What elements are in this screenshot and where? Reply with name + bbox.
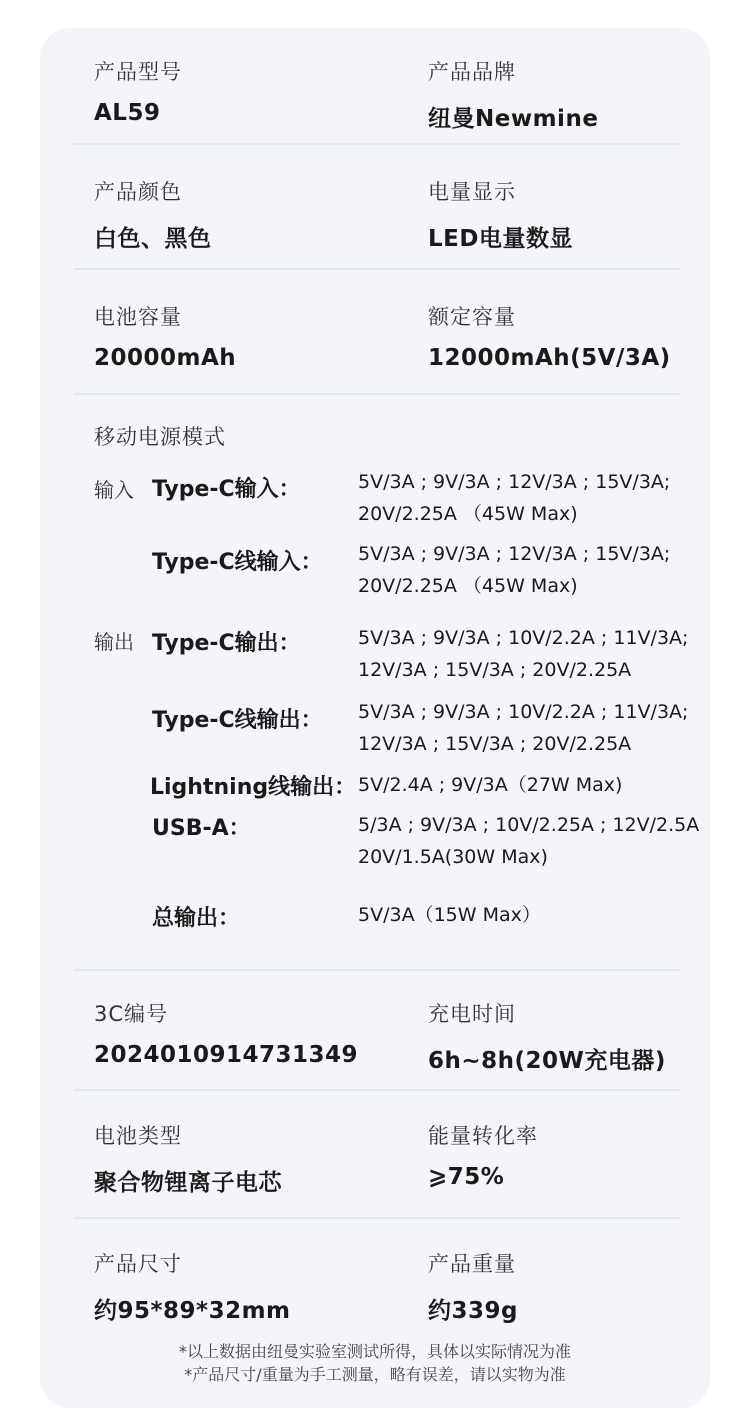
output-side-label: 输出 (94, 630, 134, 654)
input-side-label: 输入 (94, 478, 134, 502)
port-spec (358, 538, 670, 602)
weight-label: 产品重量 (428, 1252, 516, 1276)
spec-line: 20V/2.25A （45W Max) (358, 575, 578, 597)
port-label: USB-A： (152, 816, 251, 841)
capacity-label: 电池容量 (94, 305, 182, 329)
divider (74, 268, 680, 270)
capacity-value: 20000mAh (94, 345, 237, 371)
3c-cell (94, 998, 358, 1068)
spec-card (40, 28, 710, 1408)
port-spec (358, 466, 670, 530)
spec-line: 20V/1.5A(30W Max) (358, 846, 548, 868)
model-value: AL59 (94, 100, 161, 126)
port-label: Lightning线输出： (150, 775, 357, 800)
model-label: 产品型号 (94, 60, 182, 84)
size-value: 约95*89*32mm (94, 1298, 291, 1324)
port-label: Type-C线输出： (152, 708, 323, 733)
spec-line: 5V/3A ; 9V/3A ; 12V/3A ; 15V/3A; (358, 471, 671, 493)
spec-line: 12V/3A ; 15V/3A ; 20V/2.25A (358, 733, 632, 755)
3c-label: 3C编号 (94, 1002, 169, 1026)
model-cell (94, 56, 182, 126)
port-label: Type-C线输入： (152, 550, 323, 575)
footnote: *产品尺寸/重量为手工测量，略有误差，请以实物为准 (184, 1365, 566, 1384)
spec-line: 5/3A ; 9V/3A ; 10V/2.25A ; 12V/2.5A (358, 814, 700, 836)
color-label: 产品颜色 (94, 180, 182, 204)
display-value: LED电量数显 (428, 226, 573, 252)
port-spec (358, 696, 688, 760)
brand-cell (428, 56, 598, 133)
footnote: *以上数据由纽曼实验室测试所得，具体以实际情况为准 (178, 1342, 571, 1361)
color-cell (94, 176, 212, 253)
color-value: 白色、黑色 (94, 226, 212, 252)
spec-line: 5V/3A ; 9V/3A ; 12V/3A ; 15V/3A; (358, 543, 671, 565)
size-cell (94, 1248, 291, 1325)
weight-value: 约339g (428, 1298, 518, 1324)
mode-title: 移动电源模式 (94, 425, 226, 449)
efficiency-label: 能量转化率 (428, 1124, 538, 1148)
charge-time-cell (428, 998, 666, 1075)
3c-value: 2024010914731349 (94, 1042, 359, 1068)
divider (74, 143, 680, 145)
port-spec (358, 899, 541, 931)
port-spec (358, 769, 622, 801)
port-spec (358, 809, 699, 873)
brand-value: 纽曼Newmine (428, 106, 599, 132)
battery-type-label: 电池类型 (94, 1124, 182, 1148)
battery-type-cell (94, 1120, 282, 1197)
port-label: Type-C输出： (152, 631, 301, 656)
capacity-cell (94, 301, 236, 371)
charge-time-value: 6h~8h(20W充电器) (428, 1048, 666, 1074)
port-label: 总输出： (152, 906, 241, 931)
spec-line: 5V/3A（15W Max） (358, 904, 541, 926)
battery-type-value: 聚合物锂离子电芯 (94, 1170, 282, 1196)
spec-line: 5V/2.4A ; 9V/3A（27W Max) (358, 774, 623, 796)
spec-line: 5V/3A ; 9V/3A ; 10V/2.2A ; 11V/3A; (358, 627, 689, 649)
spec-line: 5V/3A ; 9V/3A ; 10V/2.2A ; 11V/3A; (358, 701, 689, 723)
efficiency-value: ⩾75% (428, 1164, 505, 1190)
divider (74, 1217, 680, 1219)
efficiency-cell (428, 1120, 538, 1190)
port-label: Type-C输入： (152, 477, 301, 502)
size-label: 产品尺寸 (94, 1252, 182, 1276)
weight-cell (428, 1248, 518, 1325)
spec-line: 12V/3A ; 15V/3A ; 20V/2.25A (358, 659, 632, 681)
rated-capacity-value: 12000mAh(5V/3A) (428, 345, 671, 371)
rated-capacity-label: 额定容量 (428, 305, 516, 329)
divider (74, 969, 680, 971)
port-spec (358, 622, 688, 686)
spec-line: 20V/2.25A （45W Max) (358, 503, 578, 525)
display-label: 电量显示 (428, 180, 516, 204)
rated-capacity-cell (428, 301, 671, 371)
display-cell (428, 176, 573, 253)
brand-label: 产品品牌 (428, 60, 516, 84)
charge-time-label: 充电时间 (428, 1002, 516, 1026)
divider (74, 1089, 680, 1091)
divider (74, 393, 680, 395)
